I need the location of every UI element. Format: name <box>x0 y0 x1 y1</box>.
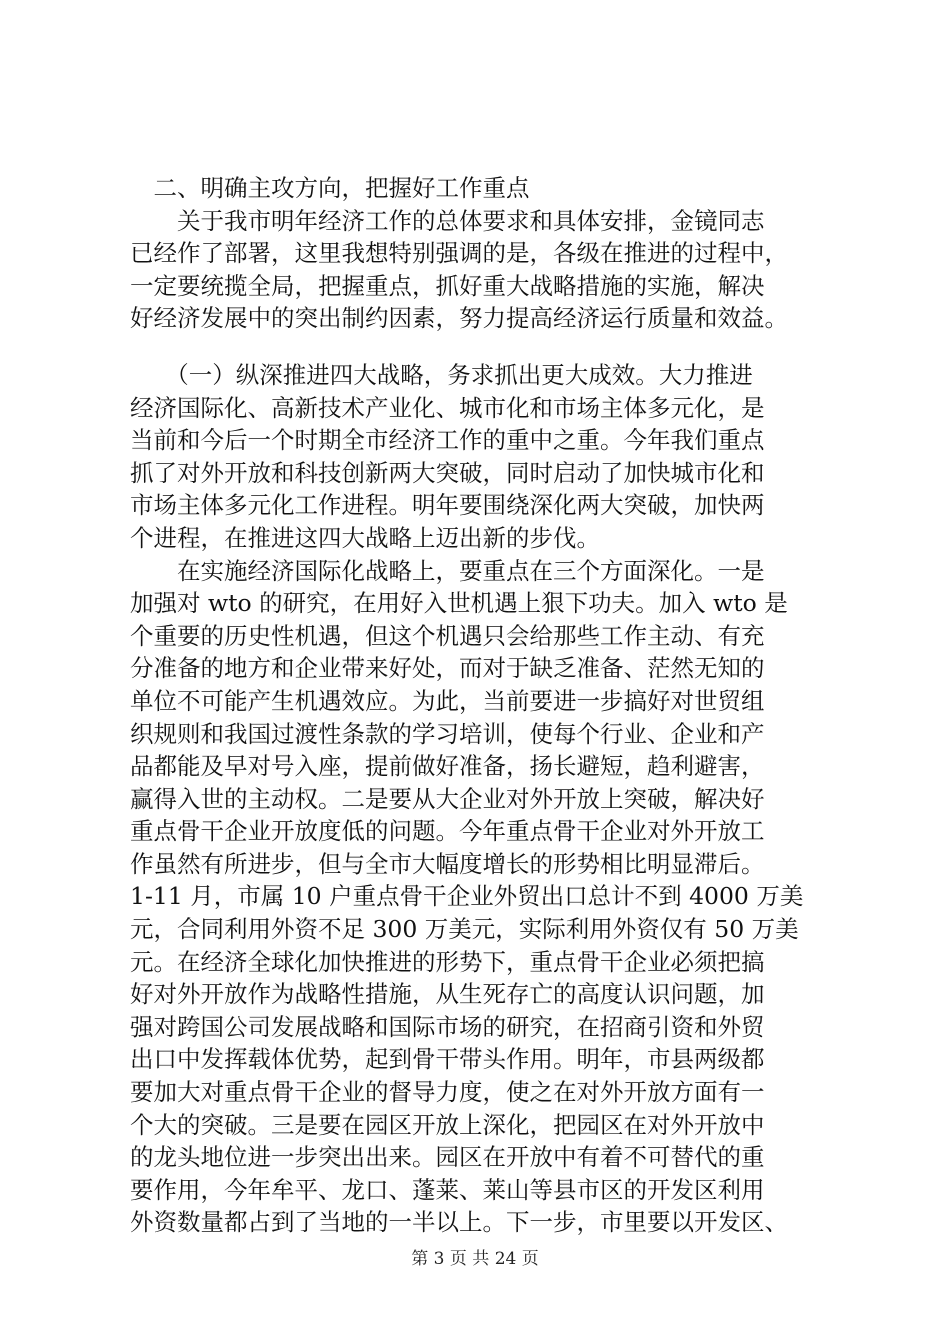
paragraph-3-line-6: 织规则和我国过渡性条款的学习培训，使每个行业、企业和产 <box>130 719 765 748</box>
page-number-footer: 第 3 页 共 24 页 <box>411 1249 539 1269</box>
paragraph-2-line-2: 经济国际化、高新技术产业化、城市化和市场主体多元化，是 <box>130 393 765 422</box>
paragraph-1-line-4: 好经济发展中的突出制约因素，努力提高经济运行质量和效益。 <box>130 304 788 333</box>
paragraph-3-line-12: 元，合同利用外资不足 300 万美元，实际利用外资仅有 50 万美 <box>130 915 799 944</box>
paragraph-3-line-7: 品都能及早对号入座，提前做好准备，扬长避短，趋利避害， <box>130 752 765 781</box>
paragraph-2-line-6: 个进程，在推进这四大战略上迈出新的步伐。 <box>130 523 600 552</box>
paragraph-3-line-21: 外资数量都占到了当地的一半以上。下一步，市里要以开发区、 <box>130 1208 788 1237</box>
paragraph-3-line-1: 在实施经济国际化战略上，要重点在三个方面深化。一是 <box>130 556 765 585</box>
paragraph-3-line-4: 分准备的地方和企业带来好处，而对于缺乏准备、茫然无知的 <box>130 654 765 683</box>
paragraph-3-line-5: 单位不可能产生机遇效应。为此，当前要进一步搞好对世贸组 <box>130 686 765 715</box>
paragraph-1-line-3: 一定要统揽全局，把握重点，抓好重大战略措施的实施，解决 <box>130 271 765 300</box>
paragraph-2-line-1: （一）纵深推进四大战略，务求抓出更大成效。大力推进 <box>130 360 753 389</box>
paragraph-3-line-15: 强对跨国公司发展战略和国际市场的研究，在招商引资和外贸 <box>130 1012 765 1041</box>
paragraph-3-line-2: 加强对 wto 的研究，在用好入世机遇上狠下功夫。加入 wto 是 <box>130 589 788 618</box>
paragraph-3-line-14: 好对外开放作为战略性措施，从生死存亡的高度认识问题，加 <box>130 980 765 1009</box>
paragraph-3-line-17: 要加大对重点骨干企业的督导力度，使之在对外开放方面有一 <box>130 1078 765 1107</box>
paragraph-3-line-8: 赢得入世的主动权。二是要从大企业对外开放上突破，解决好 <box>130 784 765 813</box>
paragraph-3-line-11: 1-11 月，市属 10 户重点骨干企业外贸出口总计不到 4000 万美 <box>130 882 804 911</box>
section-heading: 二、明确主攻方向，把握好工作重点 <box>130 174 530 202</box>
paragraph-3-line-13: 元。在经济全球化加快推进的形势下，重点骨干企业必须把搞 <box>130 947 765 976</box>
paragraph-3-line-9: 重点骨干企业开放度低的问题。今年重点骨干企业对外开放工 <box>130 817 765 846</box>
paragraph-gap <box>130 335 850 359</box>
paragraph-3-line-19: 的龙头地位进一步突出出来。园区在开放中有着不可替代的重 <box>130 1143 765 1172</box>
paragraph-1-line-1: 关于我市明年经济工作的总体要求和具体安排，金镜同志 <box>130 206 765 235</box>
document-body <box>130 172 850 1239</box>
paragraph-1-line-2: 已经作了部署，这里我想特别强调的是，各级在推进的过程中， <box>130 239 788 268</box>
paragraph-2-line-5: 市场主体多元化工作进程。明年要围绕深化两大突破，加快两 <box>130 491 765 520</box>
paragraph-3-line-10: 作虽然有所进步，但与全市大幅度增长的形势相比明显滞后。 <box>130 849 765 878</box>
paragraph-2-line-4: 抓了对外开放和科技创新两大突破，同时启动了加快城市化和 <box>130 458 765 487</box>
paragraph-2-line-3: 当前和今后一个时期全市经济工作的重中之重。今年我们重点 <box>130 426 765 455</box>
paragraph-3-line-16: 出口中发挥载体优势，起到骨干带头作用。明年，市县两级都 <box>130 1045 765 1074</box>
paragraph-3-line-18: 个大的突破。三是要在园区开放上深化，把园区在对外开放中 <box>130 1110 765 1139</box>
paragraph-3-line-3: 个重要的历史性机遇，但这个机遇只会给那些工作主动、有充 <box>130 621 765 650</box>
paragraph-3-line-20: 要作用，今年牟平、龙口、蓬莱、莱山等县市区的开发区利用 <box>130 1175 765 1204</box>
